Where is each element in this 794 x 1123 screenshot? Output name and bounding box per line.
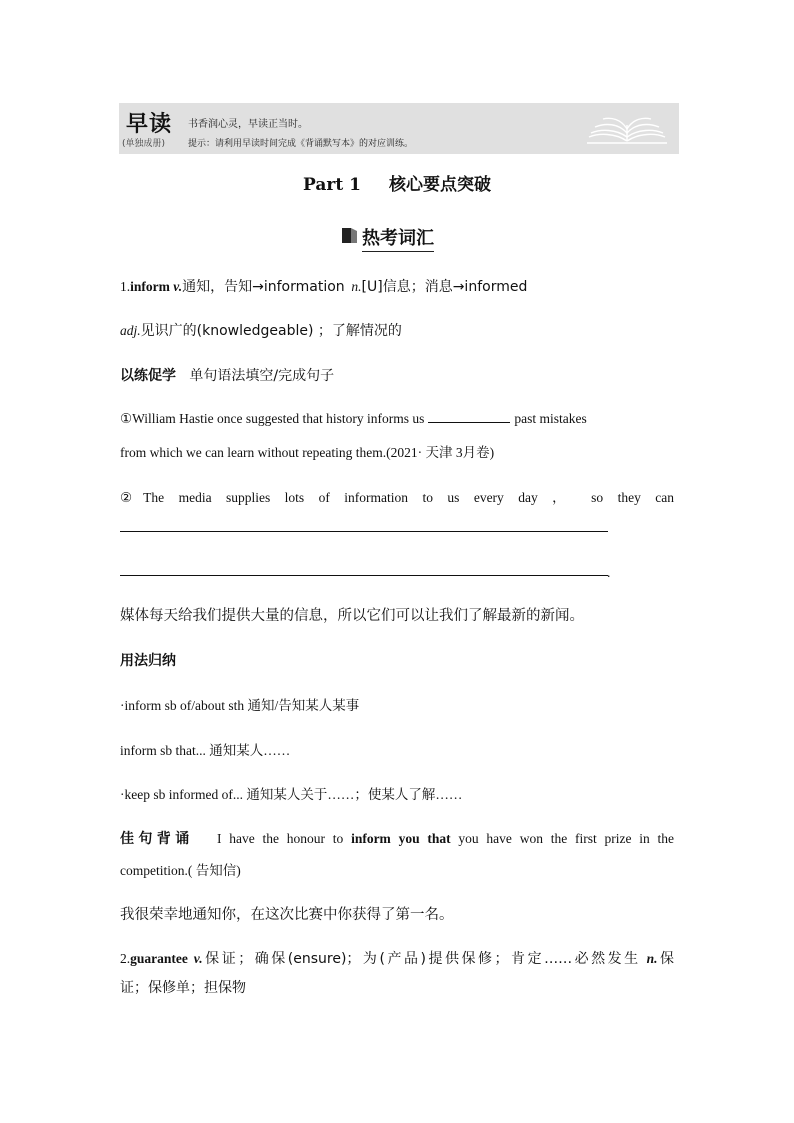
meaning: [U]信息；消息→informed: [361, 279, 528, 295]
part-title: [0, 170, 794, 195]
usage-item: ·keep sb informed of... 通知某人关于……；使某人了解……: [120, 787, 463, 802]
question-1-line1: [120, 410, 587, 427]
entry-guarantee-line2: 证；保修单；担保物: [120, 980, 246, 996]
part-of-speech: n.: [646, 951, 658, 966]
part-of-speech: v.: [173, 279, 183, 294]
example-line2: competition.( 告知信): [120, 863, 241, 878]
headword: guarantee: [130, 951, 188, 966]
meaning: 保证；确保(ensure)；为(产品)提供保修；肯定……必然发生: [202, 951, 641, 967]
part-label: Part 1: [303, 175, 361, 195]
example-keyword: inform you that: [351, 831, 451, 846]
usage-heading: 用法归纳: [120, 653, 176, 669]
example-line1: [120, 828, 674, 848]
question-text: ①William Hastie once suggested that history informs us: [120, 411, 425, 426]
question-2-translation: 媒体每天给我们提供大量的信息，所以它们可以让我们了解最新的新闻。: [120, 608, 584, 624]
banner-title: 早读: [126, 111, 173, 137]
example-label: 佳句背诵: [120, 831, 194, 847]
practice-label: 以练促学: [120, 368, 176, 384]
meaning: 通知，告知→information: [182, 279, 345, 295]
answer-blank[interactable]: [428, 410, 510, 423]
example-text: I have the honour to: [216, 831, 344, 846]
part-of-speech: v.: [193, 951, 203, 966]
open-book-icon: [585, 111, 669, 147]
question-1-line2: from which we can learn without repeating them.(2021· 天津 3月卷): [120, 445, 495, 460]
section-marker-icon: [342, 228, 357, 243]
example-text: you have won the first prize in the: [458, 831, 675, 846]
part-heading: 核心要点突破: [388, 175, 491, 195]
meaning: 保: [657, 951, 675, 967]
part-of-speech: n.: [351, 279, 362, 294]
banner-tip: 提示：请利用早读时间完成《背诵默写本》的对应训练。: [188, 139, 414, 149]
question-2-line1: ②The media supplies lots of information to us every day ， so they can: [120, 490, 674, 505]
usage-item: inform sb that... 通知某人……: [120, 743, 291, 758]
entry-inform-line2: [120, 320, 402, 340]
meaning: 见识广的(knowledgeable) ；了解情况的: [140, 323, 402, 339]
entry-inform-line1: [120, 276, 527, 296]
period: .: [607, 565, 611, 580]
entry-guarantee-line1: [120, 948, 674, 968]
banner-subtitle: (单独成册): [122, 139, 166, 149]
headword: inform: [130, 279, 170, 294]
banner-slogan: 书香润心灵，早读正当时。: [188, 119, 308, 130]
practice-heading: [120, 365, 334, 385]
entry-number: 1.: [120, 279, 131, 294]
answer-line[interactable]: [120, 575, 608, 576]
question-text: past mistakes: [514, 411, 587, 426]
entry-number: 2.: [120, 951, 131, 966]
usage-item: ·inform sb of/about sth 通知/告知某人某事: [120, 698, 360, 713]
section-title: 热考词汇: [362, 224, 434, 252]
early-reading-banner: [119, 103, 679, 154]
part-of-speech: adj.: [120, 323, 141, 338]
practice-text: 单句语法填空/完成句子: [189, 368, 335, 384]
answer-line[interactable]: [120, 531, 608, 532]
example-translation: 我很荣幸地通知你，在这次比赛中你获得了第一名。: [120, 907, 454, 923]
